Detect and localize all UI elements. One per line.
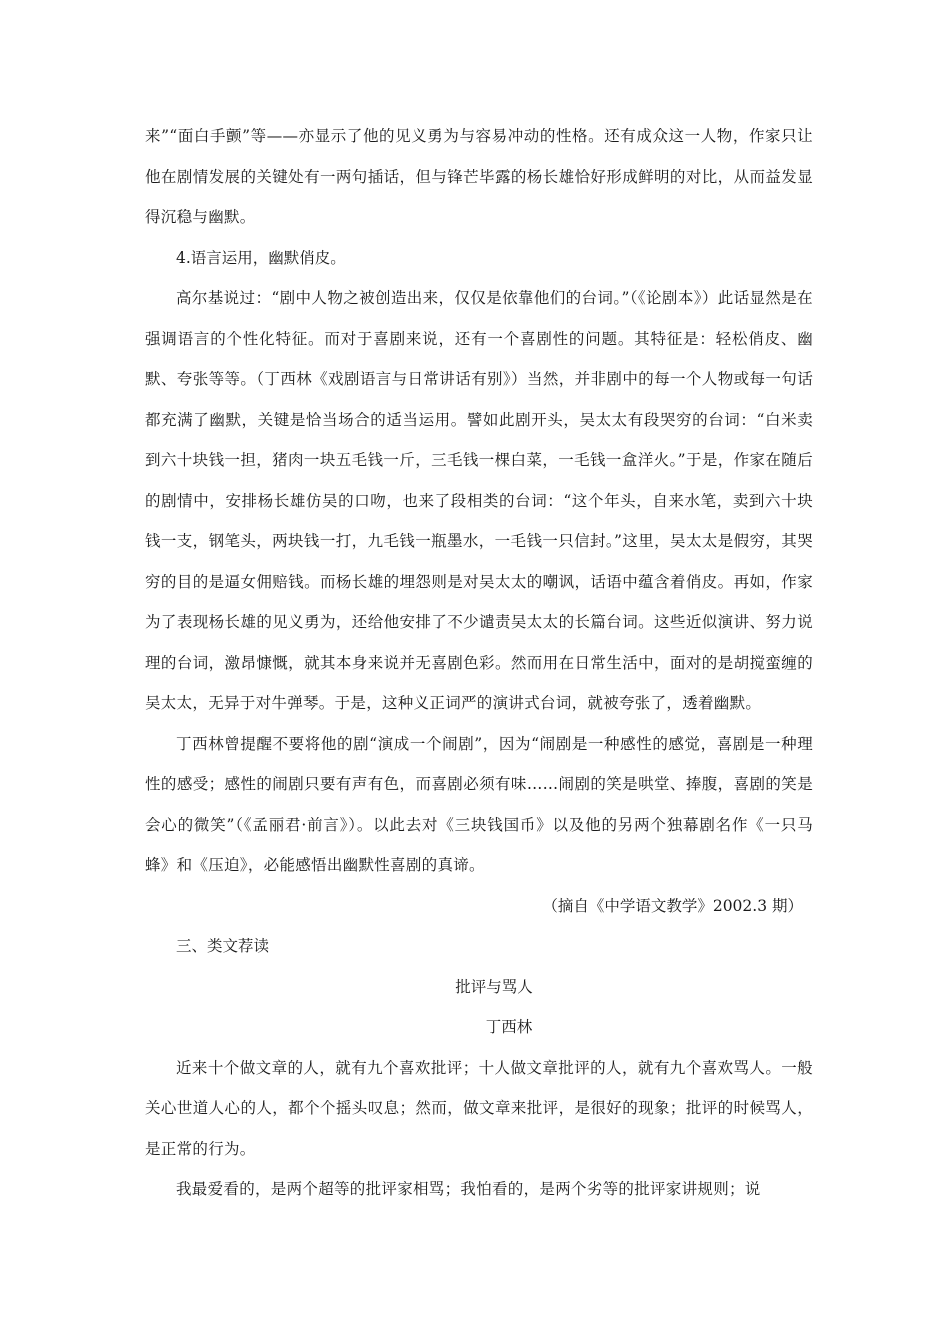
article-author: 丁西林 xyxy=(485,1018,533,1036)
paragraph-comedy-vs-farce: 丁西林曾提醒不要将他的剧“演成一个闹剧”，因为“闹剧是一种感性的感觉，喜剧是一种理性的感受；感性的闹剧只要有声有色，而喜剧必须有味……闹剧的笑是哄堂、捧腹，喜剧的笑是会心的微笑”（《孟丽君·前言》）。以此去对《三块钱国币》以及他的另两个独幕剧名作《一只马蜂》和《压迫》，必能感悟出幽默性喜剧的真谛。 xyxy=(145,734,813,874)
paragraph-gorky-quote: 高尔基说过：“剧中人物之被创造出来，仅仅是依靠他们的台词。”（《论剧本》）此话显然是在强调语言的个性化特征。而对于喜剧来说，还有一个喜剧性的问题。其特征是：轻松俏皮、幽默、夸张等等。（丁西林《戏剧语言与日常讲话有别》）当然，并非剧中的每一个人物或每一句话都充满了幽默，关键是恰当场合的适当运用。譬如此剧开头，吴太太有段哭穷的台词：“白米卖到六十块钱一担，猪肉一块五毛钱一斤，三毛钱一棵白菜，一毛钱一盒洋火。”于是，作家在随后的剧情中，安排杨长雄仿吴的口吻，也来了段相类的台词：“这个年头，自来水笔，卖到六十块钱一支，钢笔头，两块钱一打，九毛钱一瓶墨水，一毛钱一只信封。”这里，吴太太是假穷，其哭穷的目的是逼女佣赔钱。而杨长雄的埋怨则是对吴太太的嘲讽，话语中蕴含着俏皮。再如，作家为了表现杨长雄的见义勇为，还给他安排了不少谴责吴太太的长篇台词。这些近似演讲、努力说理的台词，激昂慷慨，就其本身来说并无喜剧色彩。然而用在日常生活中，面对的是胡搅蛮缠的吴太太，无异于对牛弹琴。于是，这种义正词严的演讲式台词，就被夸张了，透着幽默。 xyxy=(145,289,813,712)
subheading-language-use: 4.语言运用，幽默俏皮。 xyxy=(176,248,346,267)
document-body xyxy=(145,116,813,1210)
paragraph-character-analysis: 来”“面白手颤”等——亦显示了他的见义勇为与容易冲动的性格。还有成众这一人物，作家只让他在剧情发展的关键处有一两句插话，但与锋芒毕露的杨长雄恰好形成鲜明的对比，从而益发显得沉稳与幽默。 xyxy=(145,127,813,226)
section-heading-recommended-reading: 三、类文荐读 xyxy=(176,937,270,955)
article-title: 批评与骂人 xyxy=(455,977,533,996)
source-citation: （摘自《中学语文教学》2002.3 期） xyxy=(542,896,803,915)
paragraph-criticism-intro: 近来十个做文章的人，就有九个喜欢批评；十人做文章批评的人，就有九个喜欢骂人。一般关心世道人心的人，都个个摇头叹息；然而，做文章来批评，是很好的现象；批评的时候骂人，是正常的行为。 xyxy=(145,1058,813,1158)
paragraph-critics-quarrel: 我最爱看的，是两个超等的批评家相骂；我怕看的，是两个劣等的批评家讲规则；说 xyxy=(176,1180,761,1198)
